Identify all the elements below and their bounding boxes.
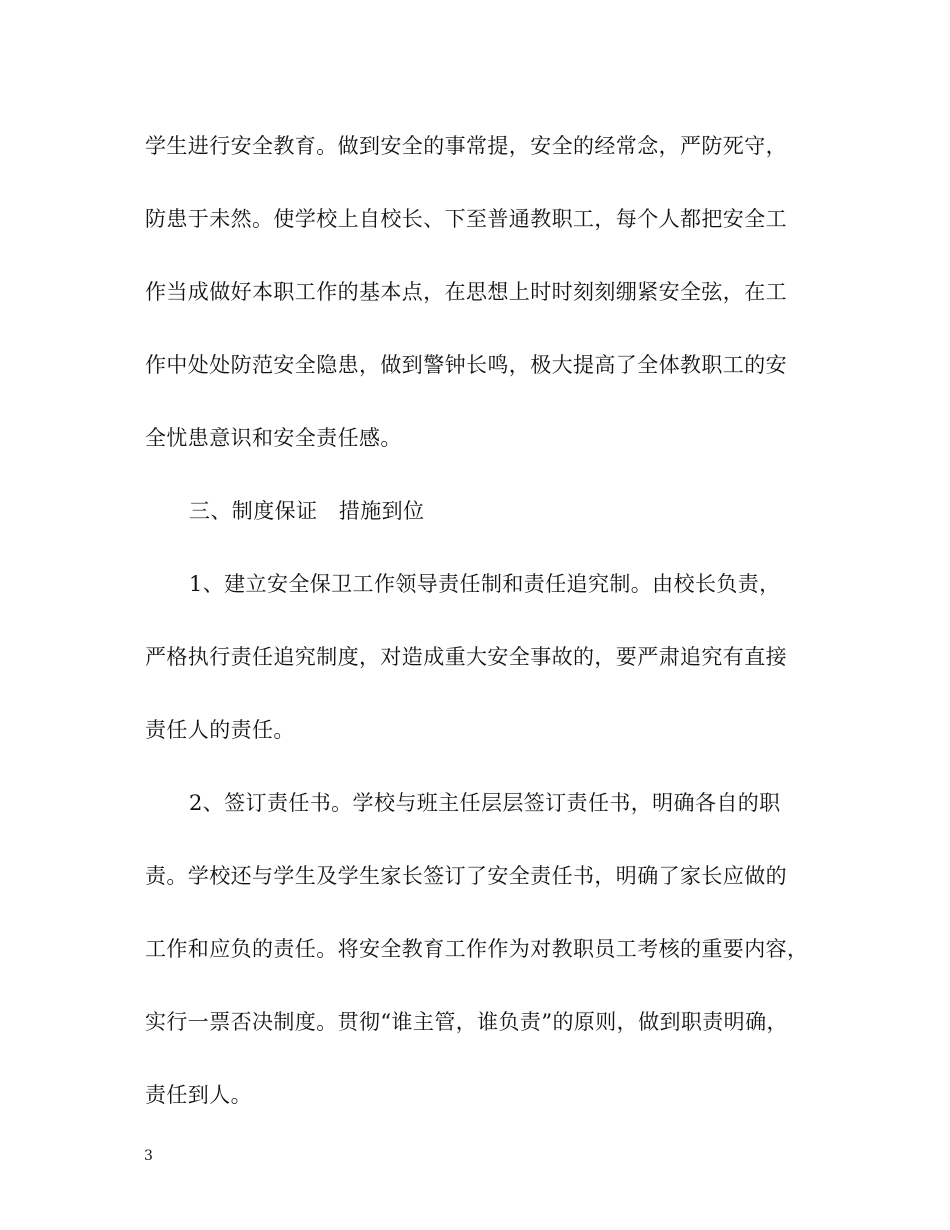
text-line: 责。学校还与学生及学生家长签订了安全责任书，明确了家长应做的 bbox=[145, 864, 787, 888]
text-line: 严格执行责任追究制度，对造成重大安全事故的，要严肃追究有直接 bbox=[145, 645, 787, 669]
text-line: 责任到人。 bbox=[145, 1083, 252, 1107]
text-line: 1、建立安全保卫工作领导责任制和责任追究制。由校长负责， bbox=[189, 572, 781, 596]
page-number: 3 bbox=[144, 1148, 153, 1164]
section-heading: 三、制度保证 措施到位 bbox=[189, 499, 425, 523]
text-line: 学生进行安全教育。做到安全的事常提，安全的经常念，严防死守， bbox=[145, 134, 787, 158]
text-line: 防患于未然。使学校上自校长、下至普通教职工，每个人都把安全工 bbox=[145, 207, 787, 231]
text-line: 作当成做好本职工作的基本点，在思想上时时刻刻绷紧安全弦，在工 bbox=[145, 280, 787, 304]
text-line: 责任人的责任。 bbox=[145, 718, 295, 742]
text-line: 作中处处防范安全隐患，做到警钟长鸣，极大提高了全体教职工的安 bbox=[145, 353, 787, 377]
text-line: 2、签订责任书。学校与班主任层层签订责任书，明确各自的职 bbox=[189, 791, 781, 815]
text-line: 全忧患意识和安全责任感。 bbox=[145, 426, 402, 450]
body-text bbox=[145, 122, 810, 1144]
text-line: 工作和应负的责任。将安全教育工作作为对教职员工考核的重要内容， bbox=[145, 937, 809, 961]
text-line: 实行一票否决制度。贯彻“谁主管，谁负责”的原则，做到职责明确， bbox=[145, 1010, 788, 1034]
